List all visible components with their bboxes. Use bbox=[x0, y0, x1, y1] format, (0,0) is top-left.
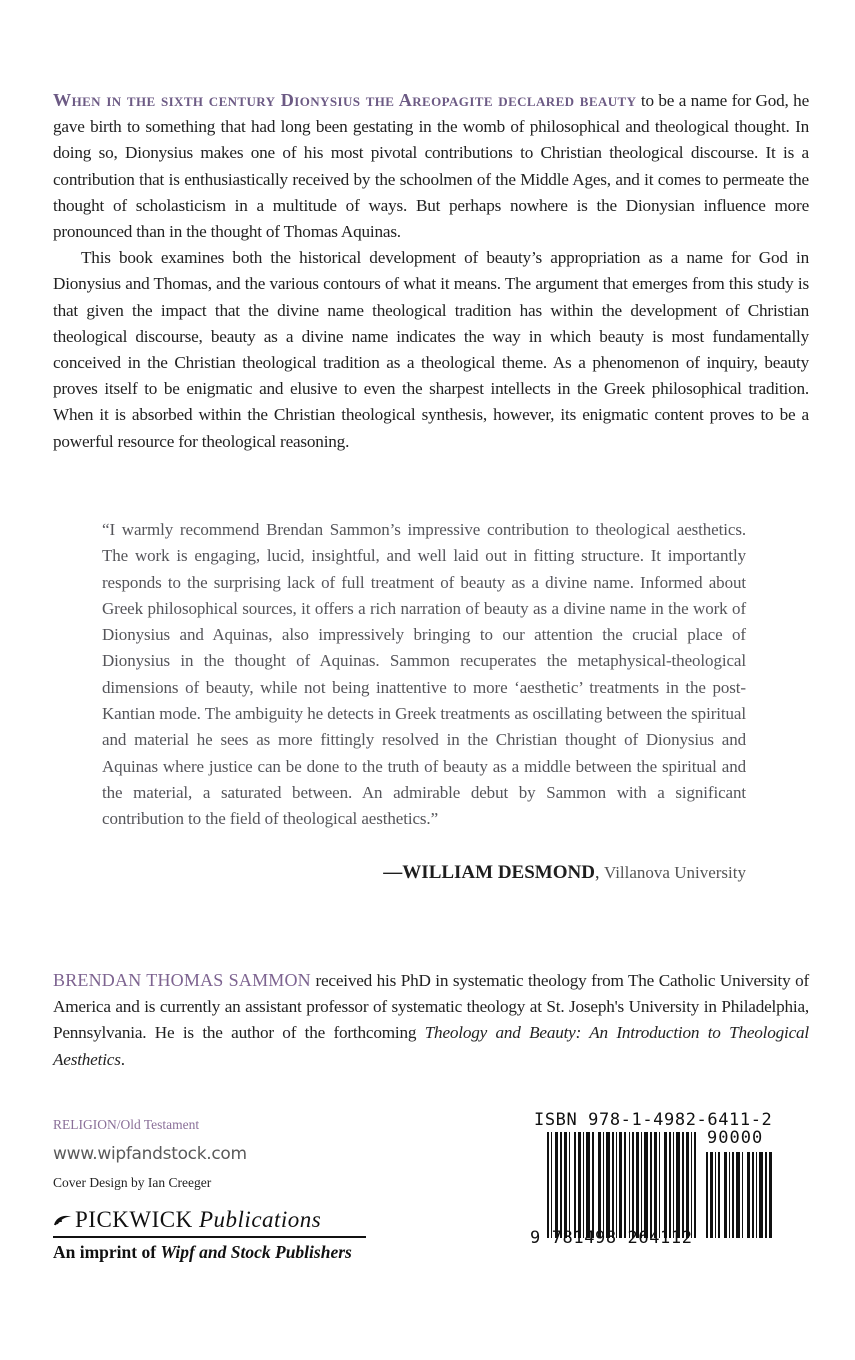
endorsement-quote bbox=[102, 517, 746, 833]
isbn-barcode bbox=[530, 1110, 780, 1260]
addon-barcode-bars bbox=[706, 1152, 772, 1238]
publisher-name: PICKWICK bbox=[75, 1207, 193, 1232]
blurb-paragraph-2: This book examines both the historical development of beauty’s appropriation as a name for God in Dionysius and Thomas, and the various contours of what it means. The argument that emerges from this study is that given the impact that the divine name theological tradition has within the development of Christian theological discourse, beauty as a divine name indicates the way in which beauty is most fundamentally conceived in the Christian theological tradition as a theological theme. As a phenomenon of inquiry, beauty proves itself to be enigmatic and elusive to even the sharpest intellects in the Greek philosophical tradition. When it is absorbed within the Christian theological synthesis, however, its enigmatic content proves to be a powerful resource for theological reasoning. bbox=[53, 248, 809, 451]
blurb-paragraph-1 bbox=[53, 87, 809, 245]
imprint-prefix: An imprint of bbox=[53, 1242, 161, 1262]
blurb-lead-in: When in the sixth century Dionysius the Areopagite declared beauty bbox=[53, 90, 637, 110]
cover-design-credit: Cover Design by Ian Creeger bbox=[53, 1175, 212, 1190]
publisher-sub: Publications bbox=[198, 1207, 322, 1232]
barcode-first-digit: 9 bbox=[530, 1228, 541, 1248]
endorser-institution: Villanova University bbox=[603, 863, 746, 882]
publisher-logo bbox=[53, 1207, 366, 1263]
author-bio-end: . bbox=[120, 1049, 125, 1069]
author-bio bbox=[53, 967, 809, 1073]
endorsement-text: “I warmly recommend Brendan Sammon’s impressive contribution to theological aesthetics. The work is engaging, lucid, insightful, and well laid out in fitting structure. It importantly responds to the surprising lack of full treatment of beauty as a divine name. Informed about Greek philosophical sources, it offers a rich narration of beauty as a divine name in the work of Dionysius and Aquinas, also impressively bringing to our attention the crucial place of Dionysius in the thought of Aquinas. Sammon recuperates the metaphysical-theological dimensions of beauty, while not being inattentive to more ‘aesthetic’ treatments in the post-Kantian mode. The ambiguity he detects in Greek treatments as oscillating between the spiritual and material he sees as more fittingly resolved in the Christian thought of Dionysius and Aquinas where justice can be done to the truth of beauty as a middle between the spiritual and the material, a saturated between. An admirable debut by Sammon with a significant contribution to the field of theological aesthetics.” bbox=[102, 520, 746, 829]
back-cover-blurb bbox=[53, 87, 809, 455]
isbn-label: ISBN 978-1-4982-6411-2 bbox=[534, 1110, 773, 1130]
forthcoming-book-title: Theology and Beauty: An Introduction to Theological Aesthetics bbox=[53, 1023, 810, 1069]
endorsement-attribution bbox=[383, 862, 746, 884]
subject-category: RELIGION/Old Testament bbox=[53, 1117, 200, 1132]
publisher-website-link[interactable]: www.wipfandstock.com bbox=[53, 1144, 247, 1164]
barcode-group-2: 264112 bbox=[627, 1228, 693, 1248]
attribution-separator: , bbox=[594, 862, 604, 882]
publisher-imprint bbox=[53, 1242, 366, 1263]
endorser-dash: — bbox=[383, 862, 403, 883]
barcode-digits bbox=[530, 1228, 693, 1248]
publisher-brand bbox=[53, 1207, 366, 1233]
barcode-group-1: 781498 bbox=[551, 1228, 617, 1248]
main-barcode-bars bbox=[547, 1132, 696, 1238]
price-code: 90000 bbox=[707, 1128, 764, 1148]
blurb-paragraph-1-text: to be a name for God, he gave birth to something that had long been gestating in the womb of philosophical and theological thought. In doing so, Dionysius makes one of his most pivotal contributions to Christian theological discourse. It is a contribution that is enthusiastically received by the schoolmen of the Middle Ages, and it comes to permeate the thought of scholasticism in a multitude of ways. But perhaps nowhere is the Dionysian influence more pronounced than in the thought of Thomas Aquinas. bbox=[53, 91, 809, 242]
publisher-divider bbox=[53, 1236, 366, 1238]
imprint-name: Wipf and Stock Publishers bbox=[160, 1242, 352, 1262]
author-name: BRENDAN THOMAS SAMMON bbox=[53, 970, 311, 990]
endorser-name: WILLIAM DESMOND bbox=[402, 862, 595, 883]
author-bio-text: received his PhD in systematic theology from The Catholic University of America and is currently an assistant professor of systematic theology at St. Joseph's University in Philadelphia, Pennsylvania. He is the author of the forthcoming bbox=[53, 971, 809, 1043]
pickwick-leaf-icon bbox=[53, 1213, 73, 1227]
